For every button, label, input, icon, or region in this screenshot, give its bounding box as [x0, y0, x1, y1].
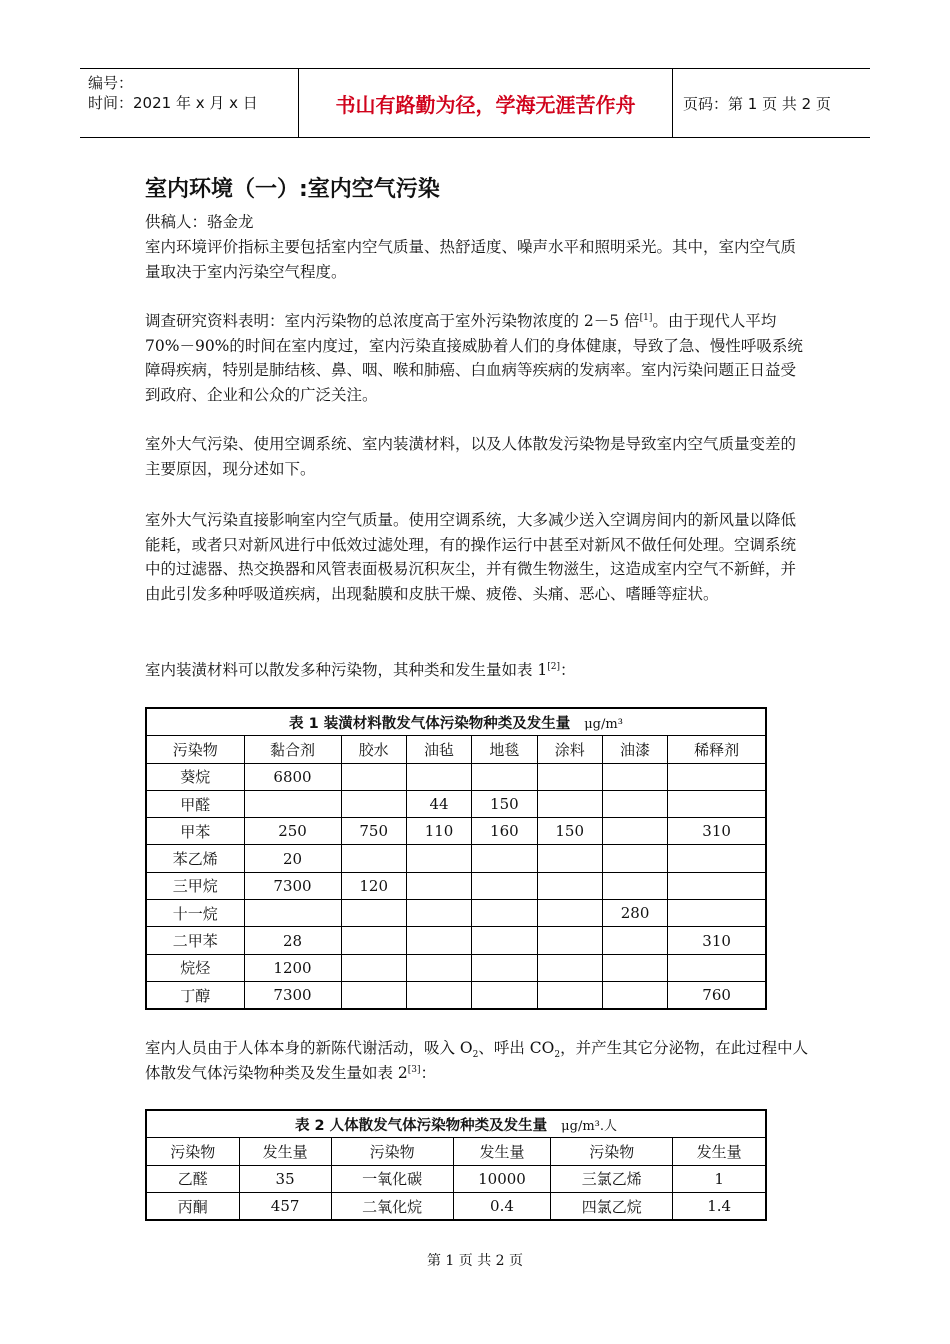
table-cell: 160 — [472, 818, 537, 845]
table-cell: 10000 — [453, 1165, 550, 1192]
table-cell — [602, 763, 667, 790]
table2-header-cell: 发生量 — [239, 1138, 331, 1165]
table-cell: 20 — [244, 845, 341, 872]
table2-header-cell: 发生量 — [673, 1138, 766, 1165]
table1-header-cell: 油漆 — [602, 736, 667, 763]
table-cell — [406, 845, 471, 872]
table1-header-cell: 油毡 — [406, 736, 471, 763]
table-row — [146, 1192, 766, 1220]
table-cell: 7300 — [244, 872, 341, 899]
paragraph-3: 室外大气污染、使用空调系统、室内装潢材料，以及人体散发污染物是导致室内空气质量变差的主要原因，现分述如下。 — [145, 435, 797, 478]
table-cell: 7300 — [244, 981, 341, 1009]
table-2-caption — [146, 1110, 766, 1138]
table-row — [146, 981, 766, 1009]
table1-header-cell: 黏合剂 — [244, 736, 341, 763]
table-cell: 二氧化烷 — [331, 1192, 453, 1220]
table-cell — [406, 981, 471, 1009]
paragraph-5 — [145, 658, 810, 683]
table-2-header-row — [146, 1138, 766, 1165]
table-cell — [668, 954, 766, 981]
table-cell: 35 — [239, 1165, 331, 1192]
table-cell: 1200 — [244, 954, 341, 981]
table2-header-cell: 污染物 — [146, 1138, 239, 1165]
paragraph-5-text-a: 室内装潢材料可以散发多种污染物，其种类和发生量如表 1 — [145, 661, 548, 679]
doc-time-label: 时间：2021 年 x 月 x 日 — [88, 94, 258, 112]
table-cell — [602, 872, 667, 899]
citation-2[interactable]: [2] — [547, 661, 561, 672]
table-cell: 310 — [668, 818, 766, 845]
table-cell — [472, 981, 537, 1009]
table-cell — [406, 872, 471, 899]
table-cell: 三甲烷 — [146, 872, 244, 899]
table-cell: 457 — [239, 1192, 331, 1220]
table-cell: 丙酮 — [146, 1192, 239, 1220]
table-cell: 丁醇 — [146, 981, 244, 1009]
table-cell — [537, 763, 602, 790]
table-cell — [668, 900, 766, 927]
table-cell: 6800 — [244, 763, 341, 790]
table-cell — [537, 872, 602, 899]
paragraph-1: 室内环境评价指标主要包括室内空气质量、热舒适度、噪声水平和照明采光。其中，室内空气质量取决于室内污染空气程度。 — [145, 238, 797, 281]
table-cell: 150 — [537, 818, 602, 845]
table-cell: 十一烷 — [146, 900, 244, 927]
table-cell: 甲苯 — [146, 818, 244, 845]
table-cell — [406, 763, 471, 790]
table1-header-cell: 污染物 — [146, 736, 244, 763]
table-cell — [537, 790, 602, 817]
table-cell — [537, 954, 602, 981]
page-footer: 第 1 页 共 2 页 — [426, 1253, 524, 1269]
header-page-info: 页码：第 1 页 共 2 页 — [683, 94, 831, 113]
table-cell — [537, 845, 602, 872]
paragraph-2-text-b: 。由于现代人平均 70%－90%的时间在室内度过，室内污染直接威胁着人们的身体健康，导致了急、慢性呼吸系统障碍疾病，特别是肺结核、鼻、咽、喉和肺癌、白血病等疾病的发病率。室内污染问题正日益受到政府、企业和公众的广泛关注。 — [145, 312, 803, 404]
author-line: 供稿人：骆金龙 — [145, 213, 254, 231]
table-cell — [406, 927, 471, 954]
table-cell — [602, 818, 667, 845]
table-cell — [406, 900, 471, 927]
paragraph-2-text-a: 调查研究资料表明：室内污染物的总浓度高于室外污染物浓度的 2－5 倍 — [145, 312, 640, 330]
table-cell: 44 — [406, 790, 471, 817]
table-cell — [341, 790, 406, 817]
table-cell — [341, 954, 406, 981]
table-row — [146, 954, 766, 981]
header-motto: 书山有路勤为径，学海无涯苦作舟 — [299, 69, 673, 137]
table-2-body — [146, 1165, 766, 1220]
paragraph-6 — [145, 1036, 810, 1085]
table-cell: 0.4 — [453, 1192, 550, 1220]
table-cell: 28 — [244, 927, 341, 954]
table-cell — [472, 954, 537, 981]
table-cell: 葵烷 — [146, 763, 244, 790]
table1-header-cell: 胶水 — [341, 736, 406, 763]
paragraph-6-text-b: 、呼出 CO — [478, 1039, 555, 1057]
table-cell: 250 — [244, 818, 341, 845]
table2-header-cell: 污染物 — [551, 1138, 673, 1165]
paragraph-6-text-c: ，并产生其它分泌物，在此过程中人体散发气体污染物种类及发生量如表 2 — [145, 1039, 809, 1082]
table-cell — [341, 927, 406, 954]
table-2 — [145, 1109, 767, 1221]
table1-header-cell: 涂料 — [537, 736, 602, 763]
table-2-unit: μg/m³.人 — [561, 1118, 617, 1134]
table-1-header-row — [146, 736, 766, 763]
table-cell — [341, 763, 406, 790]
citation-3[interactable]: [3] — [407, 1064, 421, 1075]
document-title: 室内环境（一）:室内空气污染 — [145, 177, 440, 202]
table-cell — [472, 763, 537, 790]
table-cell — [602, 954, 667, 981]
table-row — [146, 900, 766, 927]
table1-header-cell: 地毯 — [472, 736, 537, 763]
table-cell: 二甲苯 — [146, 927, 244, 954]
table-cell — [602, 927, 667, 954]
table-row — [146, 1165, 766, 1192]
table-cell: 烷烃 — [146, 954, 244, 981]
table-cell: 甲醛 — [146, 790, 244, 817]
table-1-caption-text: 表 1 装潢材料散发气体污染物种类及发生量 — [289, 715, 571, 732]
table-row — [146, 927, 766, 954]
table-cell: 四氯乙烷 — [551, 1192, 673, 1220]
table-cell: 750 — [341, 818, 406, 845]
table-2-caption-text: 表 2 人体散发气体污染物种类及发生量 — [294, 1117, 548, 1134]
table-cell: 三氯乙烯 — [551, 1165, 673, 1192]
table-row — [146, 845, 766, 872]
table-cell: 乙醛 — [146, 1165, 239, 1192]
table-row — [146, 818, 766, 845]
citation-1[interactable]: [1] — [639, 312, 653, 323]
table-cell: 150 — [472, 790, 537, 817]
table-cell: 280 — [602, 900, 667, 927]
table-cell — [668, 763, 766, 790]
table-cell — [472, 845, 537, 872]
paragraph-4: 室外大气污染直接影响室内空气质量。使用空调系统，大多减少送入空调房间内的新风量以降低能耗，或者只对新风进行中低效过滤处理，有的操作运行中甚至对新风不做任何处理。空调系统中的过滤器、热交换器和风管表面极易沉积灰尘，并有微生物滋生，这造成室内空气不新鲜，并由此引发多种呼吸道疾病，出现黏膜和皮肤干燥、疲倦、头痛、恶心、嗜睡等症状。 — [145, 511, 797, 603]
table-1-caption — [146, 708, 766, 736]
table-cell — [341, 900, 406, 927]
table-cell: 760 — [668, 981, 766, 1009]
co2-subscript: 2 — [554, 1050, 561, 1061]
table-cell: 1.4 — [673, 1192, 766, 1220]
paragraph-5-text-b: ： — [560, 661, 576, 679]
paragraph-2 — [145, 309, 810, 407]
table-1 — [145, 707, 767, 1010]
paragraph-6-text-d: ： — [420, 1063, 437, 1082]
table-cell: 110 — [406, 818, 471, 845]
table-cell — [472, 872, 537, 899]
table-cell — [244, 900, 341, 927]
table-cell — [668, 872, 766, 899]
table2-header-cell: 发生量 — [453, 1138, 550, 1165]
table-cell — [472, 927, 537, 954]
table-row — [146, 872, 766, 899]
table-cell — [537, 981, 602, 1009]
header-meta — [80, 69, 299, 137]
table-cell: 一氧化碳 — [331, 1165, 453, 1192]
table-1-unit: μg/m³ — [584, 716, 623, 732]
paragraph-6-text-a: 室内人员由于人体本身的新陈代谢活动，吸入 O — [145, 1039, 473, 1057]
table-cell — [472, 900, 537, 927]
table-row — [146, 763, 766, 790]
table-cell: 120 — [341, 872, 406, 899]
table-cell — [668, 845, 766, 872]
table-cell — [537, 927, 602, 954]
table-cell — [602, 845, 667, 872]
table-cell — [406, 954, 471, 981]
table-cell: 苯乙烯 — [146, 845, 244, 872]
table-cell — [602, 981, 667, 1009]
table-cell — [537, 900, 602, 927]
table-cell — [668, 790, 766, 817]
o2-subscript: 2 — [472, 1050, 479, 1061]
table-row — [146, 790, 766, 817]
page-header — [80, 68, 870, 138]
table2-header-cell: 污染物 — [331, 1138, 453, 1165]
table-cell: 1 — [673, 1165, 766, 1192]
table-1-body — [146, 763, 766, 1009]
table1-header-cell: 稀释剂 — [668, 736, 766, 763]
table-cell — [341, 981, 406, 1009]
table-cell — [341, 845, 406, 872]
doc-number-label: 编号： — [88, 74, 134, 92]
table-cell: 310 — [668, 927, 766, 954]
table-cell — [244, 790, 341, 817]
table-cell — [602, 790, 667, 817]
